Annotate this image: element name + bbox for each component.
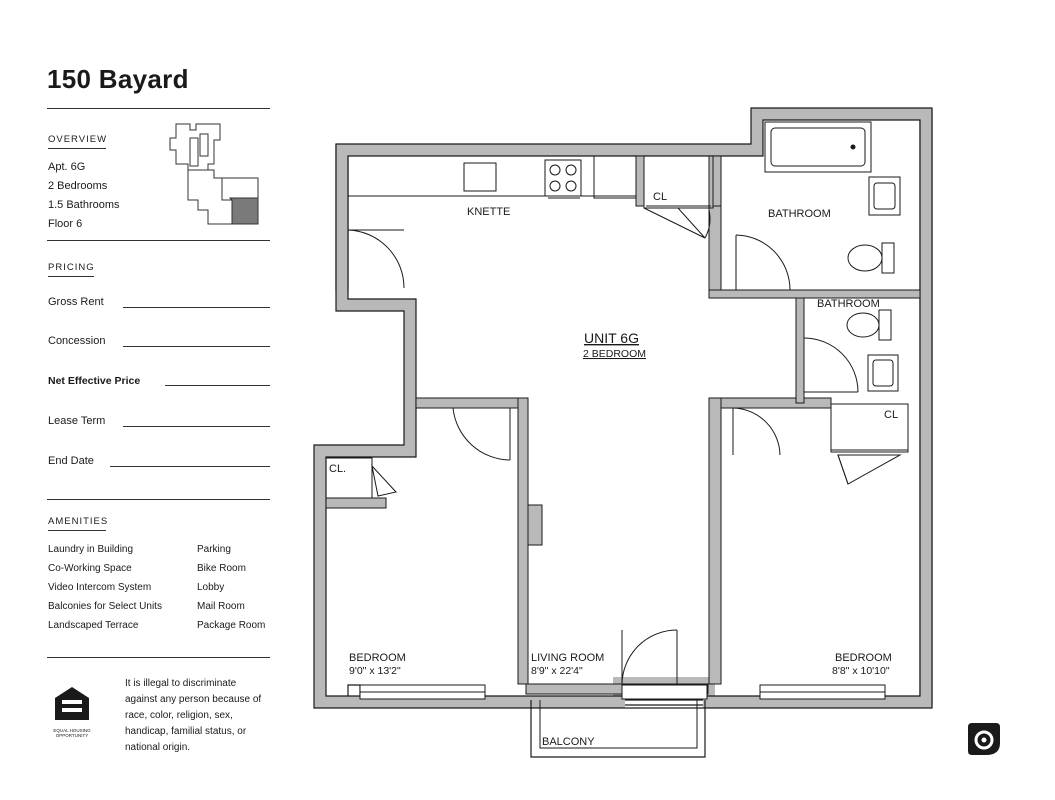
label-living-room: LIVING ROOM — [531, 652, 605, 664]
unit-type: 2 BEDROOM — [583, 348, 647, 360]
label-bedroom-left: BEDROOM — [349, 652, 406, 664]
label-cl-right: CL — [884, 409, 899, 421]
label-bedroom-right-dim: 8'8" x 10'10" — [832, 665, 890, 677]
label-bedroom-left-dim: 9'0" x 13'2" — [349, 665, 401, 677]
label-balcony: BALCONY — [542, 736, 595, 748]
amenity-item: Package Room — [197, 620, 266, 631]
overview-bathrooms: 1.5 Bathrooms — [48, 199, 120, 211]
label-bedroom-right: BEDROOM — [835, 652, 892, 664]
amenity-item: Bike Room — [197, 563, 246, 574]
overview-floor: Floor 6 — [48, 218, 83, 230]
overview-heading: OVERVIEW — [48, 134, 108, 145]
fair-housing-notice: It is illegal to discriminate against any person because of race, color, religion, sex, handicap, familial status, or national origin. — [125, 678, 262, 753]
label-cl-kitchen: CL — [653, 191, 668, 203]
unit-name: UNIT 6G — [584, 330, 639, 346]
label-living-room-dim: 8'9" x 22'4" — [531, 665, 583, 677]
amenity-item: Balconies for Select Units — [48, 601, 162, 612]
overview-bedrooms: 2 Bedrooms — [48, 180, 108, 192]
end-date-label: End Date — [48, 455, 94, 467]
amenity-item: Laundry in Building — [48, 544, 134, 555]
net-effective-price-label: Net Effective Price — [48, 375, 141, 387]
amenity-item: Mail Room — [197, 601, 245, 612]
gross-rent-label: Gross Rent — [48, 296, 104, 308]
lease-term-label: Lease Term — [48, 415, 106, 427]
label-bathroom-half: BATHROOM — [817, 298, 880, 310]
eho-caption: EQUAL HOUSING OPPORTUNITY — [53, 728, 91, 738]
amenity-item: Parking — [197, 544, 231, 555]
label-bathroom-full: BATHROOM — [768, 208, 831, 220]
label-cl-left: CL. — [329, 463, 347, 475]
amenity-item: Landscaped Terrace — [48, 620, 139, 631]
amenities-heading: AMENITIES — [48, 516, 109, 527]
brand-logo-icon — [966, 721, 1002, 757]
label-knette: KNETTE — [467, 206, 511, 218]
pricing-heading: PRICING — [48, 262, 95, 273]
amenity-item: Co-Working Space — [48, 563, 132, 574]
amenity-item: Lobby — [197, 582, 225, 593]
building-title: 150 Bayard — [47, 64, 189, 94]
amenity-item: Video Intercom System — [48, 582, 152, 593]
concession-label: Concession — [48, 335, 106, 347]
overview-apt: Apt. 6G — [48, 161, 86, 173]
